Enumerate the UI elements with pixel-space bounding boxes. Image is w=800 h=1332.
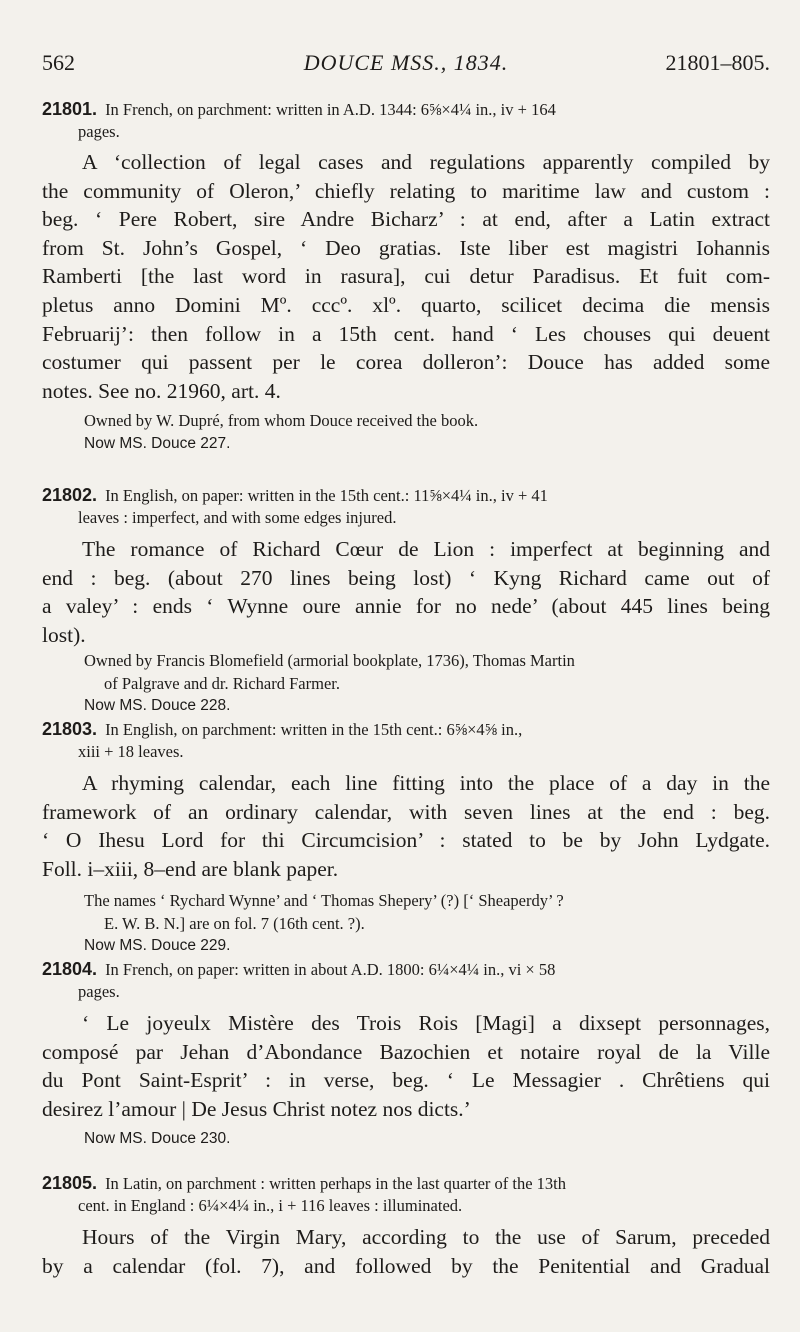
entry-description-21802: The romance of Richard Cœur de Lion : imperfect at beginning and end : beg. (about 270 lines being lost) ‘ Kyng Richard came out of a valey’ : ends ‘ Wynne oure annie for no nede’ (about 445 lines being lost). xyxy=(42,537,770,647)
running-title: DOUCE MSS., 1834. xyxy=(303,50,509,75)
page-number: 562 xyxy=(42,50,75,75)
entry-header-21801: 21801. In French, on parchment: written in A.D. 1344: 6⅝×4¼ in., iv + 164 pages. xyxy=(42,99,556,141)
entry-number: 21802. xyxy=(42,485,98,505)
entry-provenance-21803: The names ‘ Rychard Wynne’ and ‘ Thomas Shepery’ (?) [‘ Sheaperdy’ ? E. W. B. N.] are on fol. 7 (16th cent. ?). Now MS. Douce 229. xyxy=(84,891,564,954)
entry-description-21801: A ‘collection of legal cases and regulations apparently compiled by the community of Oleron,’ chiefly relating to maritime law and custom : beg. ‘ Pere Robert, sire Andre Bicharz’ : at end, after a Latin extract from St. John’s Gospel, ‘ Deo gratias. Iste liber est magistri Iohannis Ramberti [the last word in rasura], cui detur Paradisus. Et fuit com- pletus anno Domini Mº. cccº. xlº. quarto, scilicet decima die mensis Februarij’: then follow in a 15th cent. hand ‘ Les chouses qui deuent costumer qui passent per le corea dolleron’: Douce has added some notes. See no. 21960, art. 4. xyxy=(42,150,770,403)
running-header xyxy=(42,50,770,82)
entry-provenance-21804: Now MS. Douce 230. xyxy=(84,1130,231,1147)
entry-provenance-21802: Owned by Francis Blomefield (armorial bookplate, 1736), Thomas Martin of Palgrave and dr. Richard Farmer. Now MS. Douce 228. xyxy=(84,651,575,714)
entry-number: 21803. xyxy=(42,719,98,739)
entry-description-21803: A rhyming calendar, each line fitting into the place of a day in the framework of an ordinary calendar, with seven lines at the end : beg. ‘ O Ihesu Lord for thi Circumcision’ : stated to be by John Lydgate. Foll. i–xiii, 8–end are blank paper. xyxy=(42,771,770,881)
entry-header-21802: 21802. In English, on paper: written in the 15th cent.: 11⅝×4¼ in., iv + 41 leaves : imperfect, and with some edges injured. xyxy=(42,485,548,527)
entry-number: 21805. xyxy=(42,1173,98,1193)
entry-description-21805: Hours of the Virgin Mary, according to the use of Sarum, preceded by a calendar (fol. 7), and followed by the Penitential and Gradual xyxy=(42,1225,770,1278)
entry-header-21803: 21803. In English, on parchment: written in the 15th cent.: 6⅝×4⅝ in., xiii + 18 leaves. xyxy=(42,719,523,761)
entry-description-21804: ‘ Le joyeulx Mistère des Trois Rois [Magi] a dixsept personnages, composé par Jehan d’Abondance Bazochien et notaire royal de la Ville du Pont Saint-Esprit’ : in verse, beg. ‘ Le Messagier . Chrêtiens qui desirez l’amour | De Jesus Christ notez nos dicts.’ xyxy=(42,1011,770,1121)
entry-number: 21804. xyxy=(42,959,98,979)
entry-header-21804: 21804. In French, on paper: written in about A.D. 1800: 6¼×4¼ in., vi × 58 pages. xyxy=(42,959,556,1001)
entry-range: 21801–805. xyxy=(665,50,770,75)
entry-provenance-21801: Owned by W. Dupré, from whom Douce received the book. Now MS. Douce 227. xyxy=(84,411,479,452)
entry-number: 21801. xyxy=(42,99,98,119)
entry-header-21805: 21805. In Latin, on parchment : written perhaps in the last quarter of the 13th cent. in England : 6¼×4¼ in., i + 116 leaves : illuminated. xyxy=(42,1173,567,1215)
